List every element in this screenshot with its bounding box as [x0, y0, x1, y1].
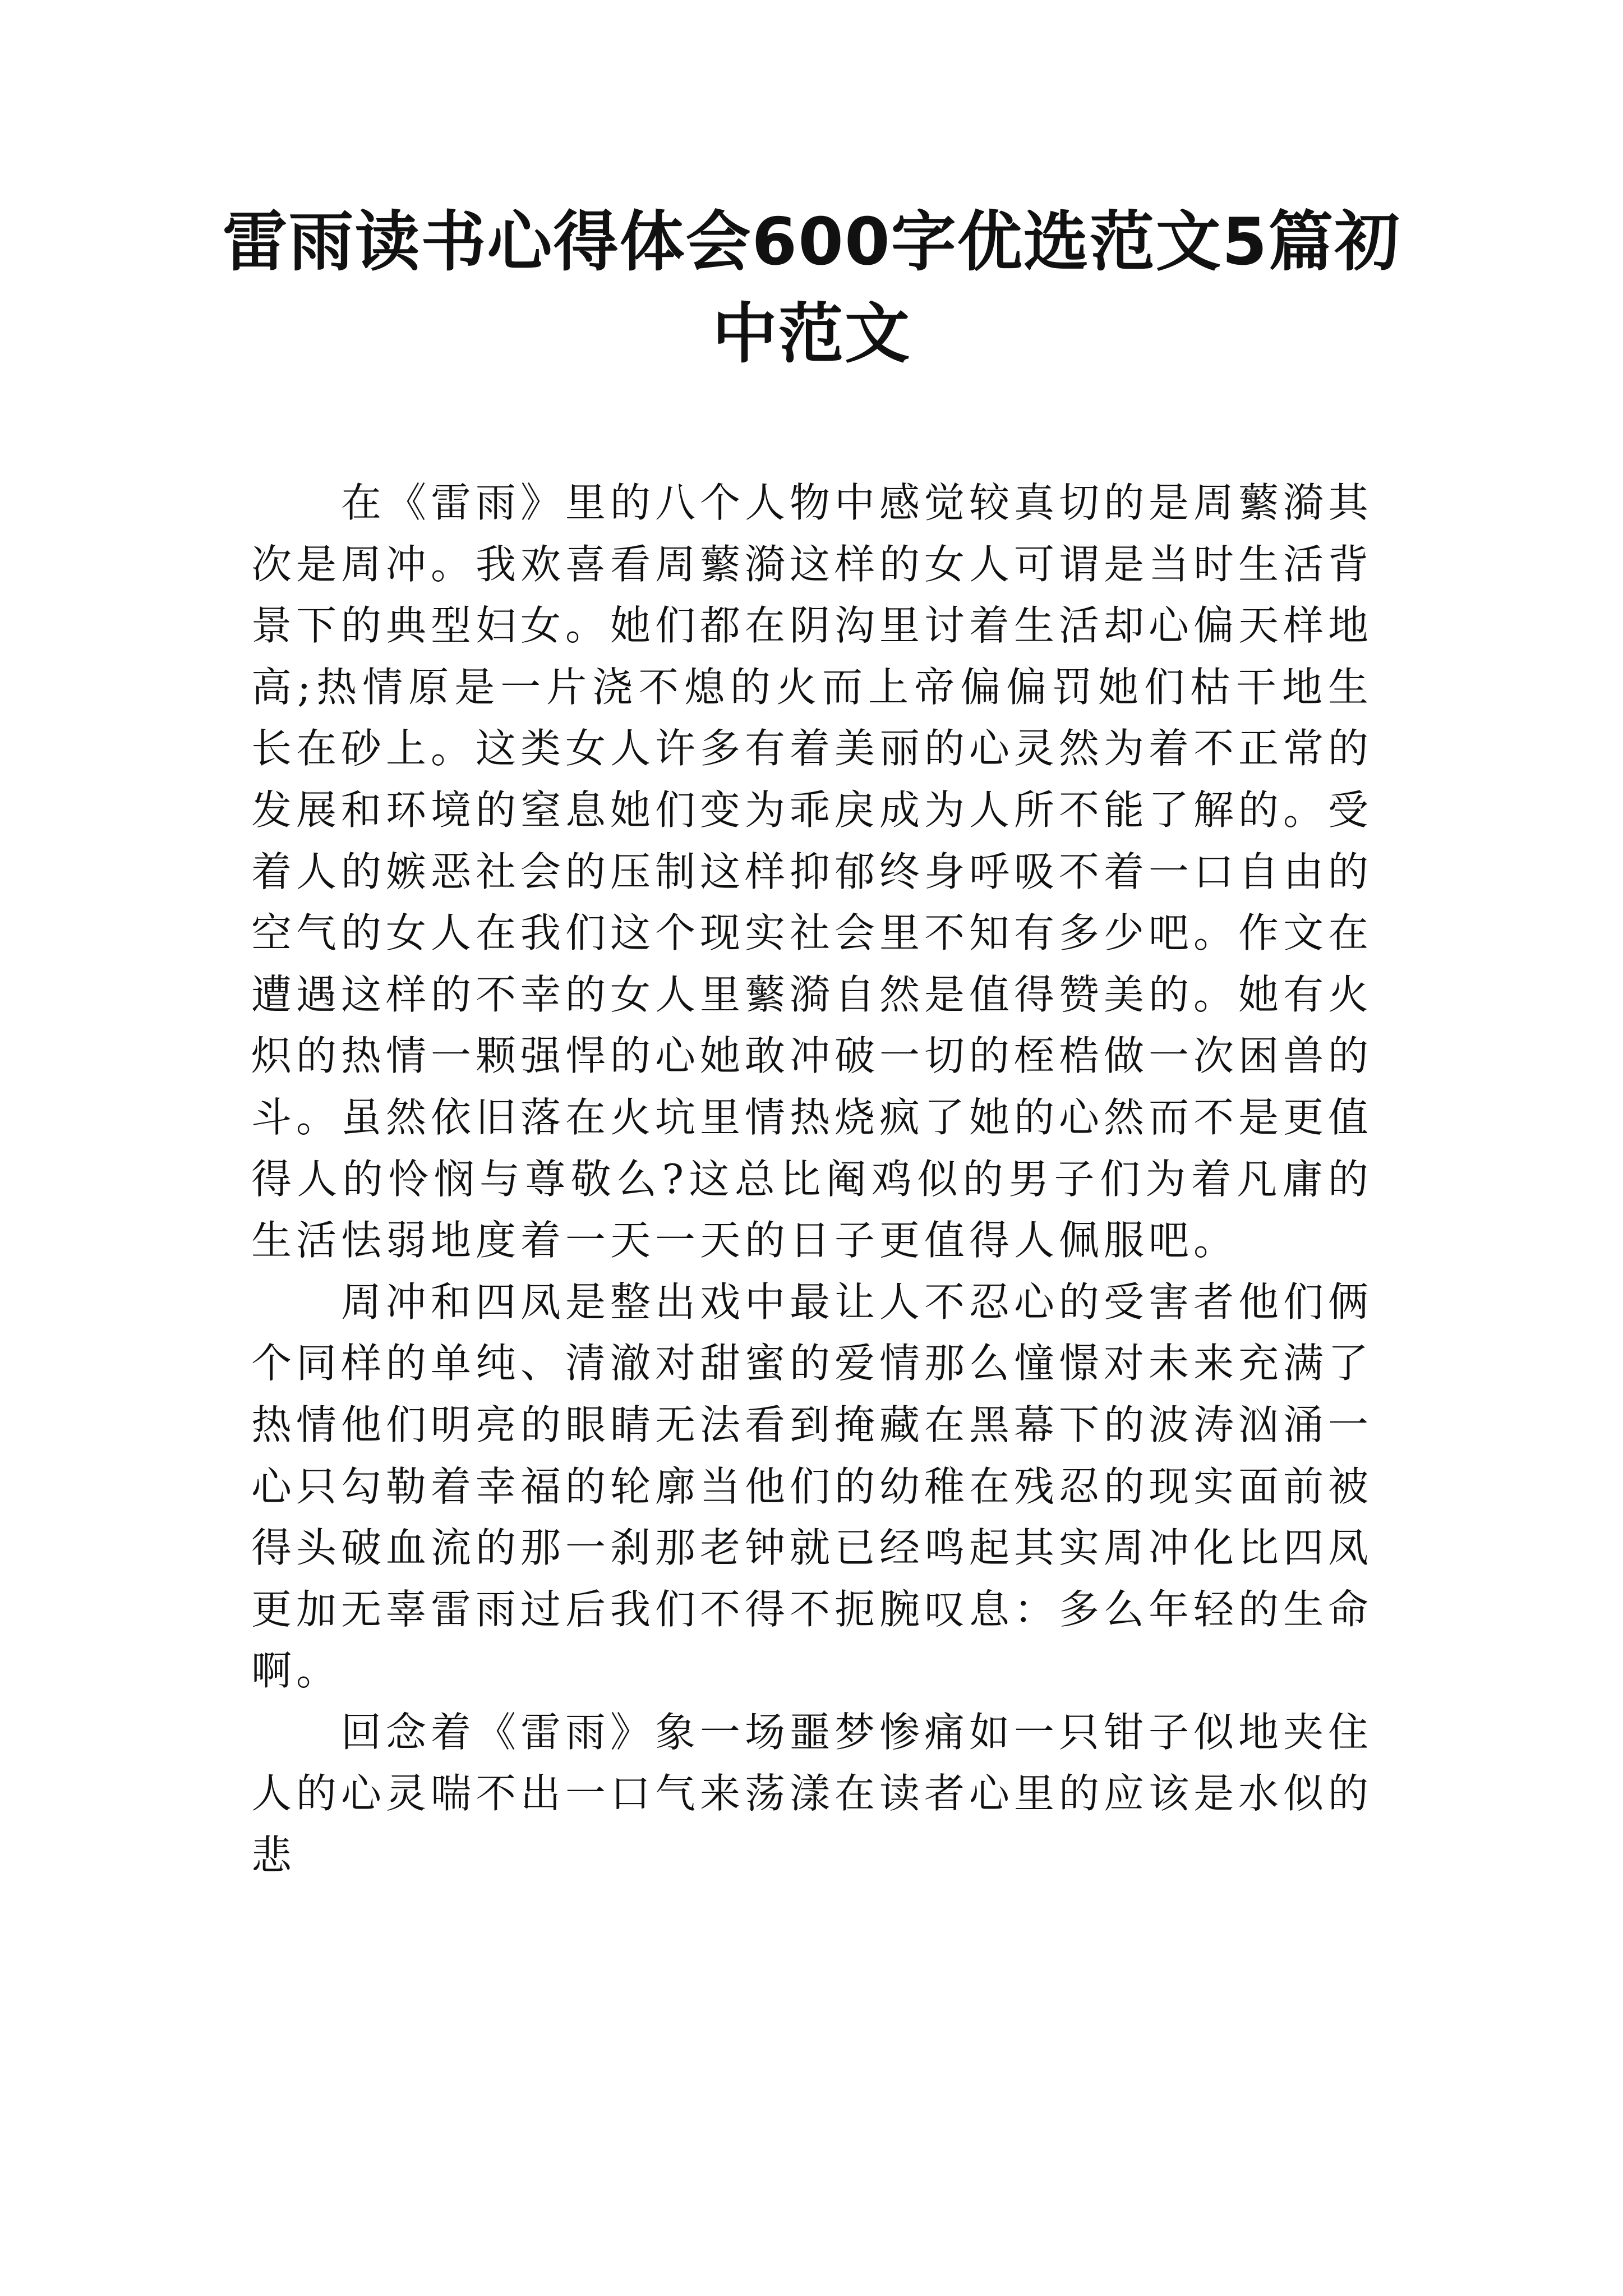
body-paragraph: 回念着《雷雨》象一场噩梦惨痛如一只钳子似地夹住人的心灵喘不出一口气来荡漾在读者心里的应该是水似的悲: [251, 1708, 1373, 1879]
body-paragraph: 在《雷雨》里的八个人物中感觉较真切的是周蘩漪其次是周冲。我欢喜看周蘩漪这样的女人可谓是当时生活背景下的典型妇女。她们都在阴沟里讨着生活却心偏天样地高;热情原是一片浇不熄的火而上帝偏偏罚她们枯干地生长在砂上。这类女人许多有着美丽的心灵然为着不正常的发展和环境的窒息她们变为乖戾成为人所不能了解的。受着人的嫉恶社会的压制这样抑郁终身呼吸不着一口自由的空气的女人在我们这个现实社会里不知有多少吧。作文在遭遇这样的不幸的女人里蘩漪自然是值得赞美的。她有火炽的热情一颗强悍的心她敢冲破一切的桎梏做一次困兽的斗。虽然依旧落在火坑里情热烧疯了她的心然而不是更值得人的怜悯与尊敬么?这总比阉鸡似的男子们为着凡庸的生活怯弱地度着一天一天的日子更值得人佩服吧。: [251, 479, 1373, 1264]
document-body: [251, 472, 1373, 1887]
body-paragraph: 周冲和四凤是整出戏中最让人不忍心的受害者他们俩个同样的单纯、清澈对甜蜜的爱情那么憧憬对未来充满了热情他们明亮的眼睛无法看到掩藏在黑幕下的波涛汹涌一心只勾勒着幸福的轮廓当他们的幼稚在残忍的现实面前被得头破血流的那一刹那老钟就已经鸣起其实周冲化比四凤更加无辜雷雨过后我们不得不扼腕叹息：多么年轻的生命啊。: [251, 1278, 1373, 1695]
document-title: 雷雨读书心得体会600字优选范文5篇初中范文: [222, 204, 1401, 372]
